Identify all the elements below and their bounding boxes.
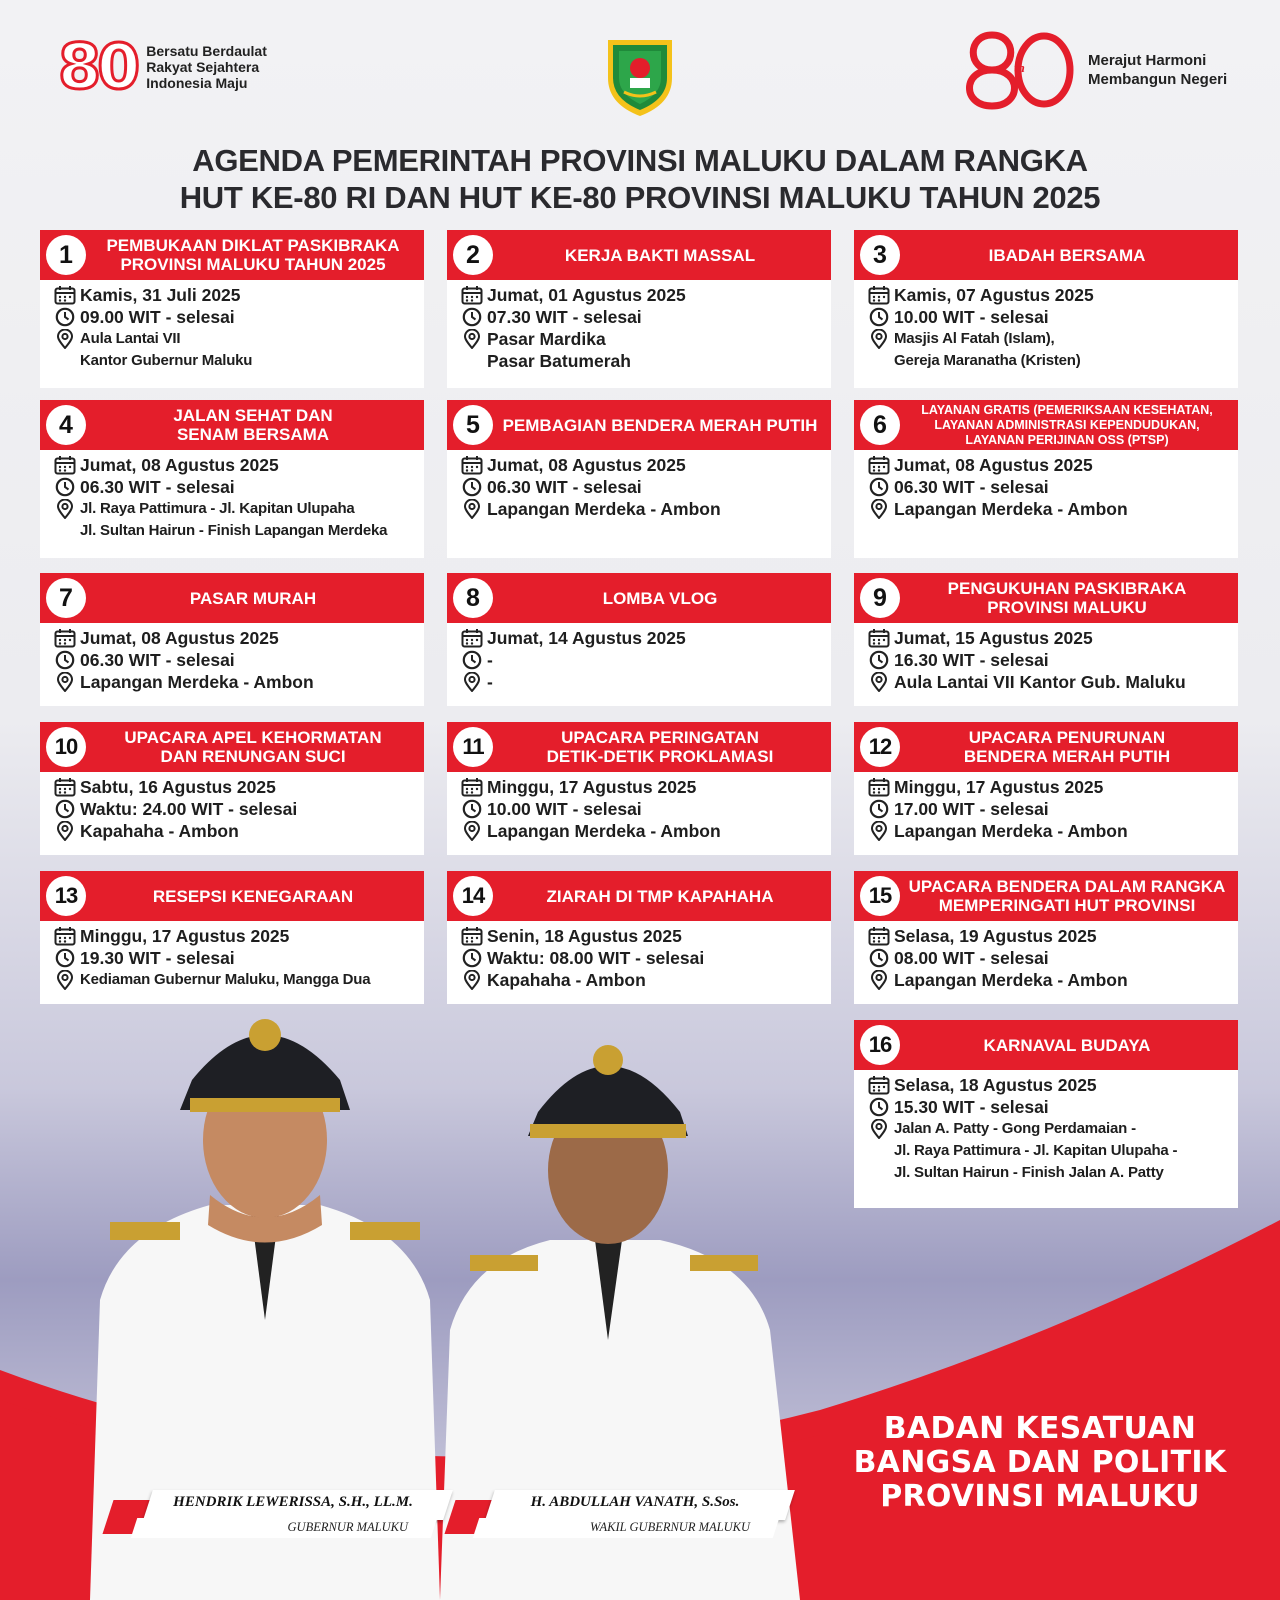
agenda-details — [40, 450, 424, 550]
agenda-place: Lapangan Merdeka - Ambon — [894, 970, 1128, 990]
agenda-card-12 — [854, 722, 1238, 855]
organization-name: BADAN KESATUAN BANGSA DAN POLITIK PROVINSI MALUKU — [853, 1411, 1227, 1514]
agenda-time-row — [461, 476, 823, 498]
agenda-card-9 — [854, 573, 1238, 706]
agenda-time-row — [461, 649, 823, 671]
agenda-title: LAYANAN GRATIS (PEMERIKSAAN KESEHATAN, LAYANAN ADMINISTRASI KEPENDUDUKAN, LAYANAN PERIJINAN OSS (PTSP) — [921, 402, 1213, 447]
agenda-time-row — [868, 476, 1230, 498]
clock-icon — [461, 947, 487, 969]
agenda-time: 17.00 WIT - selesai — [894, 799, 1049, 819]
agenda-place: Kapahaha - Ambon — [80, 821, 239, 841]
location-pin-icon — [54, 328, 80, 350]
agenda-date: Jumat, 08 Agustus 2025 — [487, 455, 686, 475]
agenda-title: LOMBA VLOG — [602, 588, 718, 608]
agenda-title: UPACARA APEL KEHORMATAN DAN RENUNGAN SUCI — [124, 728, 382, 766]
agenda-time-row — [461, 798, 823, 820]
agenda-date-row — [54, 454, 416, 476]
agenda-details — [40, 280, 424, 380]
logo-left-tagline: Bersatu Berdaulat Rakyat Sejahtera Indonesia Maju — [146, 43, 267, 91]
agenda-title: KARNAVAL BUDAYA — [983, 1035, 1151, 1055]
agenda-card-2 — [447, 230, 831, 388]
agenda-details — [854, 450, 1238, 528]
agenda-date-row — [868, 627, 1230, 649]
agenda-date-row — [461, 925, 823, 947]
clock-icon — [868, 1096, 894, 1118]
agenda-number-badge: 11 — [453, 727, 493, 767]
agenda-place: Lapangan Merdeka - Ambon — [487, 499, 721, 519]
agenda-time: Waktu: 08.00 WIT - selesai — [487, 948, 705, 968]
agenda-title: PEMBUKAAN DIKLAT PASKIBRAKA PROVINSI MALUKU TAHUN 2025 — [106, 236, 400, 274]
location-pin-icon — [461, 498, 487, 520]
agenda-date: Jumat, 08 Agustus 2025 — [80, 628, 279, 648]
agenda-place-row — [868, 328, 1230, 372]
agenda-date: Jumat, 01 Agustus 2025 — [487, 285, 686, 305]
agenda-time-row — [54, 649, 416, 671]
agenda-title: UPACARA BENDERA DALAM RANGKA MEMPERINGATI HUT PROVINSI — [908, 877, 1226, 915]
agenda-number-badge: 7 — [46, 578, 86, 618]
agenda-time-row — [54, 306, 416, 328]
agenda-place-row — [461, 328, 823, 372]
agenda-title: PEMBAGIAN BENDERA MERAH PUTIH — [502, 415, 818, 435]
agenda-place: Lapangan Merdeka - Ambon — [80, 672, 314, 692]
calendar-icon — [461, 776, 487, 798]
agenda-place: Lapangan Merdeka - Ambon — [894, 499, 1128, 519]
agenda-number-badge: 5 — [453, 405, 493, 445]
agenda-time: 16.30 WIT - selesai — [894, 650, 1049, 670]
agenda-time: 08.00 WIT - selesai — [894, 948, 1049, 968]
agenda-date: Minggu, 17 Agustus 2025 — [487, 777, 697, 797]
agenda-card-10 — [40, 722, 424, 855]
location-pin-icon — [461, 820, 487, 842]
agenda-details — [854, 623, 1238, 701]
calendar-icon — [868, 1074, 894, 1096]
agenda-details — [40, 623, 424, 701]
clock-icon — [54, 306, 80, 328]
agenda-time: 19.30 WIT - selesai — [80, 948, 235, 968]
location-pin-icon — [868, 671, 894, 693]
agenda-card-header — [447, 573, 831, 623]
vice-governor-caption — [490, 1490, 790, 1538]
logo-80th-right — [962, 30, 1227, 110]
agenda-time: 09.00 WIT - selesai — [80, 307, 235, 327]
calendar-icon — [54, 627, 80, 649]
agenda-date-row — [461, 454, 823, 476]
logo-right-tagline: Merajut Harmoni Membangun Negeri — [1088, 52, 1228, 88]
agenda-time-row — [54, 947, 416, 969]
clock-icon — [461, 306, 487, 328]
agenda-date-row — [461, 627, 823, 649]
agenda-date-row — [868, 284, 1230, 306]
calendar-icon — [461, 284, 487, 306]
agenda-place: - — [487, 672, 493, 692]
agenda-time-row — [54, 798, 416, 820]
agenda-card-header — [854, 1020, 1238, 1070]
agenda-card-header — [854, 230, 1238, 280]
agenda-date: Kamis, 07 Agustus 2025 — [894, 285, 1094, 305]
calendar-icon — [54, 776, 80, 798]
calendar-icon — [461, 925, 487, 947]
clock-icon — [868, 649, 894, 671]
agenda-time-row — [461, 306, 823, 328]
agenda-number-badge: 9 — [860, 578, 900, 618]
agenda-date: Selasa, 19 Agustus 2025 — [894, 926, 1097, 946]
agenda-card-header — [40, 573, 424, 623]
calendar-icon — [868, 454, 894, 476]
agenda-details — [447, 623, 831, 701]
agenda-card-header — [40, 230, 424, 280]
agenda-card-16 — [854, 1020, 1238, 1208]
governor-caption — [148, 1490, 448, 1538]
agenda-date-row — [54, 925, 416, 947]
agenda-date: Jumat, 14 Agustus 2025 — [487, 628, 686, 648]
agenda-number-badge: 8 — [453, 578, 493, 618]
clock-icon — [868, 476, 894, 498]
clock-icon — [461, 476, 487, 498]
agenda-time: 07.30 WIT - selesai — [487, 307, 642, 327]
agenda-place-row — [868, 498, 1230, 520]
agenda-date-row — [54, 627, 416, 649]
agenda-card-13 — [40, 871, 424, 1004]
agenda-time: 10.00 WIT - selesai — [894, 307, 1049, 327]
agenda-time-row — [54, 476, 416, 498]
agenda-time-row — [868, 947, 1230, 969]
location-pin-icon — [54, 671, 80, 693]
logo-left-number: 80 — [58, 30, 137, 103]
calendar-icon — [54, 925, 80, 947]
agenda-details — [40, 921, 424, 999]
agenda-number-badge: 2 — [453, 235, 493, 275]
agenda-time: 10.00 WIT - selesai — [487, 799, 642, 819]
maluku-province-crest-icon — [602, 34, 678, 118]
governor-role: GUBERNUR MALUKU — [287, 1520, 408, 1534]
agenda-card-header — [447, 230, 831, 280]
agenda-place-row — [868, 1118, 1230, 1184]
agenda-place: Jl. Raya Pattimura - Jl. Kapitan Ulupaha Jl. Sultan Hairun - Finish Lapangan Merdeka — [80, 500, 388, 539]
agenda-card-header — [854, 722, 1238, 772]
agenda-number-badge: 4 — [46, 405, 86, 445]
agenda-place: Pasar Mardika Pasar Batumerah — [487, 329, 631, 371]
agenda-place-row — [461, 498, 823, 520]
agenda-time: 06.30 WIT - selesai — [80, 477, 235, 497]
calendar-icon — [868, 925, 894, 947]
agenda-date-row — [461, 284, 823, 306]
location-pin-icon — [54, 498, 80, 520]
agenda-card-14 — [447, 871, 831, 1004]
agenda-time: 06.30 WIT - selesai — [80, 650, 235, 670]
calendar-icon — [868, 284, 894, 306]
agenda-number-badge: 13 — [46, 876, 86, 916]
clock-icon — [54, 798, 80, 820]
agenda-place-row — [868, 820, 1230, 842]
calendar-icon — [868, 776, 894, 798]
calendar-icon — [461, 627, 487, 649]
agenda-date: Minggu, 17 Agustus 2025 — [80, 926, 290, 946]
agenda-title: IBADAH BERSAMA — [988, 245, 1146, 265]
agenda-date: Senin, 18 Agustus 2025 — [487, 926, 682, 946]
agenda-date-row — [868, 776, 1230, 798]
clock-icon — [54, 947, 80, 969]
agenda-date-row — [54, 776, 416, 798]
agenda-card-header — [40, 400, 424, 450]
agenda-place-row — [54, 328, 416, 372]
agenda-place: Kediaman Gubernur Maluku, Mangga Dua — [80, 971, 371, 988]
agenda-time: - — [487, 650, 493, 670]
agenda-number-badge: 16 — [860, 1025, 900, 1065]
agenda-place-row — [868, 671, 1230, 693]
location-pin-icon — [868, 1118, 894, 1140]
agenda-card-header — [447, 722, 831, 772]
agenda-date: Jumat, 08 Agustus 2025 — [80, 455, 279, 475]
agenda-place-row — [54, 498, 416, 542]
agenda-place: Lapangan Merdeka - Ambon — [487, 821, 721, 841]
agenda-number-badge: 1 — [46, 235, 86, 275]
agenda-card-3 — [854, 230, 1238, 388]
logo-80-left — [58, 30, 267, 103]
clock-icon — [868, 798, 894, 820]
location-pin-icon — [461, 328, 487, 350]
logo-right-suffix: th — [1014, 60, 1025, 75]
agenda-place: Aula Lantai VII Kantor Gub. Maluku — [894, 672, 1186, 692]
agenda-number-badge: 3 — [860, 235, 900, 275]
agenda-card-header — [854, 400, 1238, 450]
agenda-card-1 — [40, 230, 424, 388]
agenda-number-badge: 6 — [860, 405, 900, 445]
vice-governor-role: WAKIL GUBERNUR MALUKU — [589, 1520, 750, 1534]
calendar-icon — [54, 454, 80, 476]
agenda-date: Sabtu, 16 Agustus 2025 — [80, 777, 276, 797]
agenda-card-6 — [854, 400, 1238, 558]
agenda-title: ZIARAH DI TMP KAPAHAHA — [546, 886, 774, 906]
clock-icon — [54, 649, 80, 671]
agenda-card-7 — [40, 573, 424, 706]
agenda-time: Waktu: 24.00 WIT - selesai — [80, 799, 298, 819]
agenda-place-row — [461, 820, 823, 842]
agenda-time: 06.30 WIT - selesai — [487, 477, 642, 497]
agenda-title: RESEPSI KENEGARAAN — [152, 886, 354, 906]
agenda-details — [854, 1070, 1238, 1192]
agenda-details — [854, 921, 1238, 999]
vice-governor-name: H. ABDULLAH VANATH, S.Sos. — [530, 1494, 740, 1510]
agenda-date-row — [54, 284, 416, 306]
agenda-place-row — [54, 820, 416, 842]
agenda-card-11 — [447, 722, 831, 855]
agenda-place-row — [461, 969, 823, 991]
location-pin-icon — [54, 820, 80, 842]
agenda-card-header — [447, 400, 831, 450]
agenda-place: Kapahaha - Ambon — [487, 970, 646, 990]
agenda-date-row — [868, 1074, 1230, 1096]
agenda-date: Kamis, 31 Juli 2025 — [80, 285, 241, 305]
agenda-place: Jalan A. Patty - Gong Perdamaian - Jl. Raya Pattimura - Jl. Kapitan Ulupaha - Jl. Sultan Hairun - Finish Jalan A. Patty — [894, 1120, 1178, 1181]
agenda-time: 06.30 WIT - selesai — [894, 477, 1049, 497]
agenda-place-row — [461, 671, 823, 693]
agenda-time-row — [461, 947, 823, 969]
governor-name: HENDRIK LEWERISSA, S.H., LL.M. — [173, 1494, 413, 1510]
agenda-details — [447, 772, 831, 850]
location-pin-icon — [868, 498, 894, 520]
agenda-card-15 — [854, 871, 1238, 1004]
agenda-number-badge: 10 — [46, 727, 86, 767]
location-pin-icon — [868, 820, 894, 842]
location-pin-icon — [461, 969, 487, 991]
agenda-number-badge: 14 — [453, 876, 493, 916]
agenda-card-5 — [447, 400, 831, 558]
agenda-title: JALAN SEHAT DAN SENAM BERSAMA — [173, 406, 333, 444]
agenda-title: PASAR MURAH — [189, 588, 317, 608]
agenda-place: Masjis Al Fatah (Islam), Gereja Maranatha (Kristen) — [894, 330, 1081, 369]
agenda-date: Selasa, 18 Agustus 2025 — [894, 1075, 1097, 1095]
location-pin-icon — [461, 671, 487, 693]
agenda-date-row — [461, 776, 823, 798]
page-title: AGENDA PEMERINTAH PROVINSI MALUKU DALAM RANGKA HUT KE-80 RI DAN HUT KE-80 PROVINSI MALUKU TAHUN 2025 — [179, 143, 1101, 215]
agenda-date: Minggu, 17 Agustus 2025 — [894, 777, 1104, 797]
agenda-time-row — [868, 649, 1230, 671]
agenda-details — [447, 450, 831, 528]
agenda-card-8 — [447, 573, 831, 706]
location-pin-icon — [54, 969, 80, 991]
agenda-date: Jumat, 15 Agustus 2025 — [894, 628, 1093, 648]
agenda-date-row — [868, 925, 1230, 947]
agenda-details — [854, 772, 1238, 850]
agenda-details — [40, 772, 424, 850]
agenda-card-header — [854, 871, 1238, 921]
agenda-place: Aula Lantai VII Kantor Gubernur Maluku — [80, 330, 253, 369]
clock-icon — [868, 306, 894, 328]
clock-icon — [868, 947, 894, 969]
agenda-place-row — [54, 969, 416, 991]
agenda-card-header — [40, 871, 424, 921]
agenda-details — [447, 921, 831, 999]
agenda-card-header — [854, 573, 1238, 623]
clock-icon — [461, 649, 487, 671]
agenda-card-header — [447, 871, 831, 921]
agenda-title: KERJA BAKTI MASSAL — [564, 245, 756, 265]
calendar-icon — [54, 284, 80, 306]
agenda-place-row — [868, 969, 1230, 991]
agenda-place-row — [54, 671, 416, 693]
agenda-time-row — [868, 798, 1230, 820]
agenda-card-4 — [40, 400, 424, 558]
calendar-icon — [461, 454, 487, 476]
agenda-time-row — [868, 306, 1230, 328]
calendar-icon — [868, 627, 894, 649]
agenda-place: Lapangan Merdeka - Ambon — [894, 821, 1128, 841]
agenda-title: PENGUKUHAN PASKIBRAKA PROVINSI MALUKU — [947, 579, 1187, 617]
clock-icon — [461, 798, 487, 820]
clock-icon — [54, 476, 80, 498]
agenda-time-row — [868, 1096, 1230, 1118]
agenda-time: 15.30 WIT - selesai — [894, 1097, 1049, 1117]
agenda-title: UPACARA PERINGATAN DETIK-DETIK PROKLAMASI — [546, 728, 774, 766]
agenda-number-badge: 12 — [860, 727, 900, 767]
agenda-title: UPACARA PENURUNAN BENDERA MERAH PUTIH — [963, 728, 1171, 766]
agenda-date: Jumat, 08 Agustus 2025 — [894, 455, 1093, 475]
agenda-card-header — [40, 722, 424, 772]
agenda-number-badge: 15 — [860, 876, 900, 916]
agenda-details — [447, 280, 831, 380]
location-pin-icon — [868, 969, 894, 991]
agenda-date-row — [868, 454, 1230, 476]
agenda-details — [854, 280, 1238, 380]
location-pin-icon — [868, 328, 894, 350]
